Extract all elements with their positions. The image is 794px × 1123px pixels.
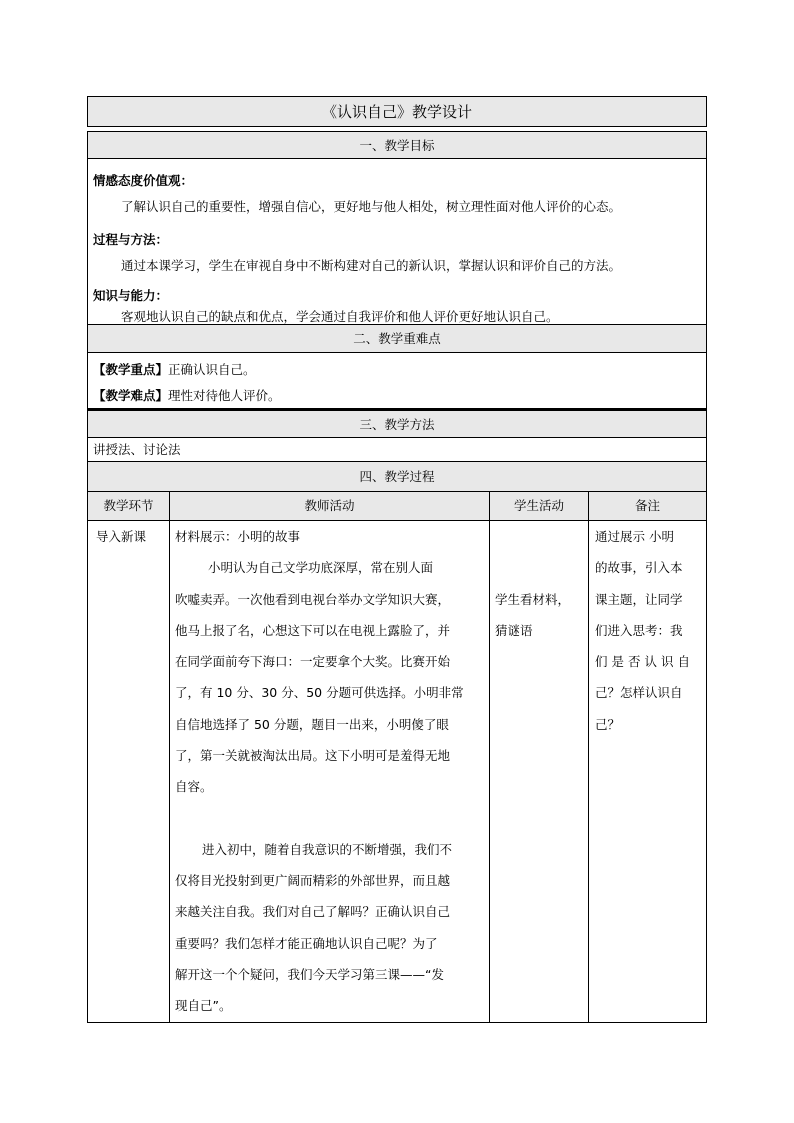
teacher-line: 来越关注自我。我们对自己了解吗？正确认识自己 [175, 904, 451, 920]
focus-text: 正确认识自己。 [168, 362, 256, 377]
process-table-header [87, 492, 707, 521]
section-keypoints-heading: 二、教学重难点 [87, 325, 707, 353]
teacher-line: 他马上报了名，心想这下可以在电视上露脸了，并 [175, 622, 451, 638]
goal-label-attitude: 情感态度价值观： [93, 173, 194, 188]
col-head-stage: 教学环节 [103, 498, 154, 513]
col-divider [489, 521, 490, 1022]
teacher-line: 了，有 10 分、30 分、50 分题可供选择。小明非常 [175, 685, 464, 701]
note-line: 们进入思考：我 [595, 622, 683, 638]
teacher-line: 了，第一关就被淘汰出局。这下小明可是羞得无地 [175, 748, 451, 764]
section-methods-body: 讲授法、讨论法 [87, 438, 707, 462]
teacher-activity-cell [175, 521, 487, 1021]
teacher-line: 材料展示：小明的故事 [175, 529, 301, 544]
difficulty-line [93, 386, 281, 404]
teacher-line: 自容。 [175, 779, 213, 795]
section-goals-body [87, 159, 707, 325]
lesson-plan-document [87, 96, 707, 1023]
difficulty-text: 理性对待他人评价。 [168, 388, 281, 403]
process-table-row [87, 521, 707, 1023]
teacher-line: 小明认为自己文学功底深厚，常在别人面 [208, 560, 434, 576]
goal-label-process: 过程与方法： [93, 232, 169, 247]
col-divider [588, 521, 589, 1022]
note-line: 己？怎样认识自 [595, 685, 683, 701]
note-cell [595, 521, 703, 740]
teacher-line: 仅将目光投射到更广阔而精彩的外部世界，而且越 [175, 872, 451, 888]
document-title: 《认识自己》教学设计 [87, 96, 707, 127]
student-line: 猜谜语 [495, 623, 533, 639]
student-line: 学生看材料， [495, 592, 571, 607]
goal-text-process: 通过本课学习，学生在审视自身中不断构建对自己的新认识，掌握认识和评价自己的方法。 [121, 258, 622, 273]
note-line: 课主题，让同学 [595, 591, 683, 607]
note-line: 的故事，引入本 [595, 560, 683, 576]
note-line: 通过展示 小明 [595, 529, 674, 544]
teacher-line: 自信地选择了 50 分题，题目一出来，小明傻了眼 [175, 716, 449, 732]
student-activity-cell [495, 584, 570, 647]
teacher-line: 进入初中，随着自我意识的不断增强，我们不 [202, 841, 453, 857]
teacher-line: 解开这一个个疑问，我们今天学习第三课——“发 [175, 966, 444, 982]
teacher-line: 现自己”。 [175, 998, 232, 1014]
col-head-student: 学生活动 [489, 492, 588, 520]
col-divider [169, 521, 170, 1022]
goal-text-attitude: 了解认识自己的重要性，增强自信心，更好地与他人相处，树立理性面对他人评价的心态。 [121, 199, 622, 214]
section-keypoints-body [87, 353, 707, 409]
section-methods-heading: 三、教学方法 [87, 409, 707, 438]
section-goals-heading: 一、教学目标 [87, 131, 707, 159]
focus-label: 【教学重点】 [93, 362, 169, 377]
difficulty-label: 【教学难点】 [93, 388, 169, 403]
section-process-heading: 四、教学过程 [87, 462, 707, 492]
teacher-line: 吹嘘卖弄。一次他看到电视台举办文学知识大赛， [175, 591, 451, 607]
col-head-note: 备注 [588, 492, 706, 520]
col-head-teacher: 教师活动 [169, 492, 489, 520]
note-line: 们是否认识自 [595, 654, 695, 670]
focus-line [93, 360, 256, 378]
teacher-line: 在同学面前夸下海口：一定要拿个大奖。比赛开始 [175, 654, 451, 670]
note-line: 己？ [595, 716, 621, 732]
stage-cell: 导入新课 [96, 529, 147, 544]
teacher-line-blank [175, 803, 487, 834]
goal-label-knowledge: 知识与能力： [93, 288, 169, 303]
teacher-line: 重要吗？我们怎样才能正确地认识自己呢？为了 [175, 935, 438, 951]
goal-text-knowledge: 客观地认识自己的缺点和优点，学会通过自我评价和他人评价更好地认识自己。 [121, 309, 559, 324]
